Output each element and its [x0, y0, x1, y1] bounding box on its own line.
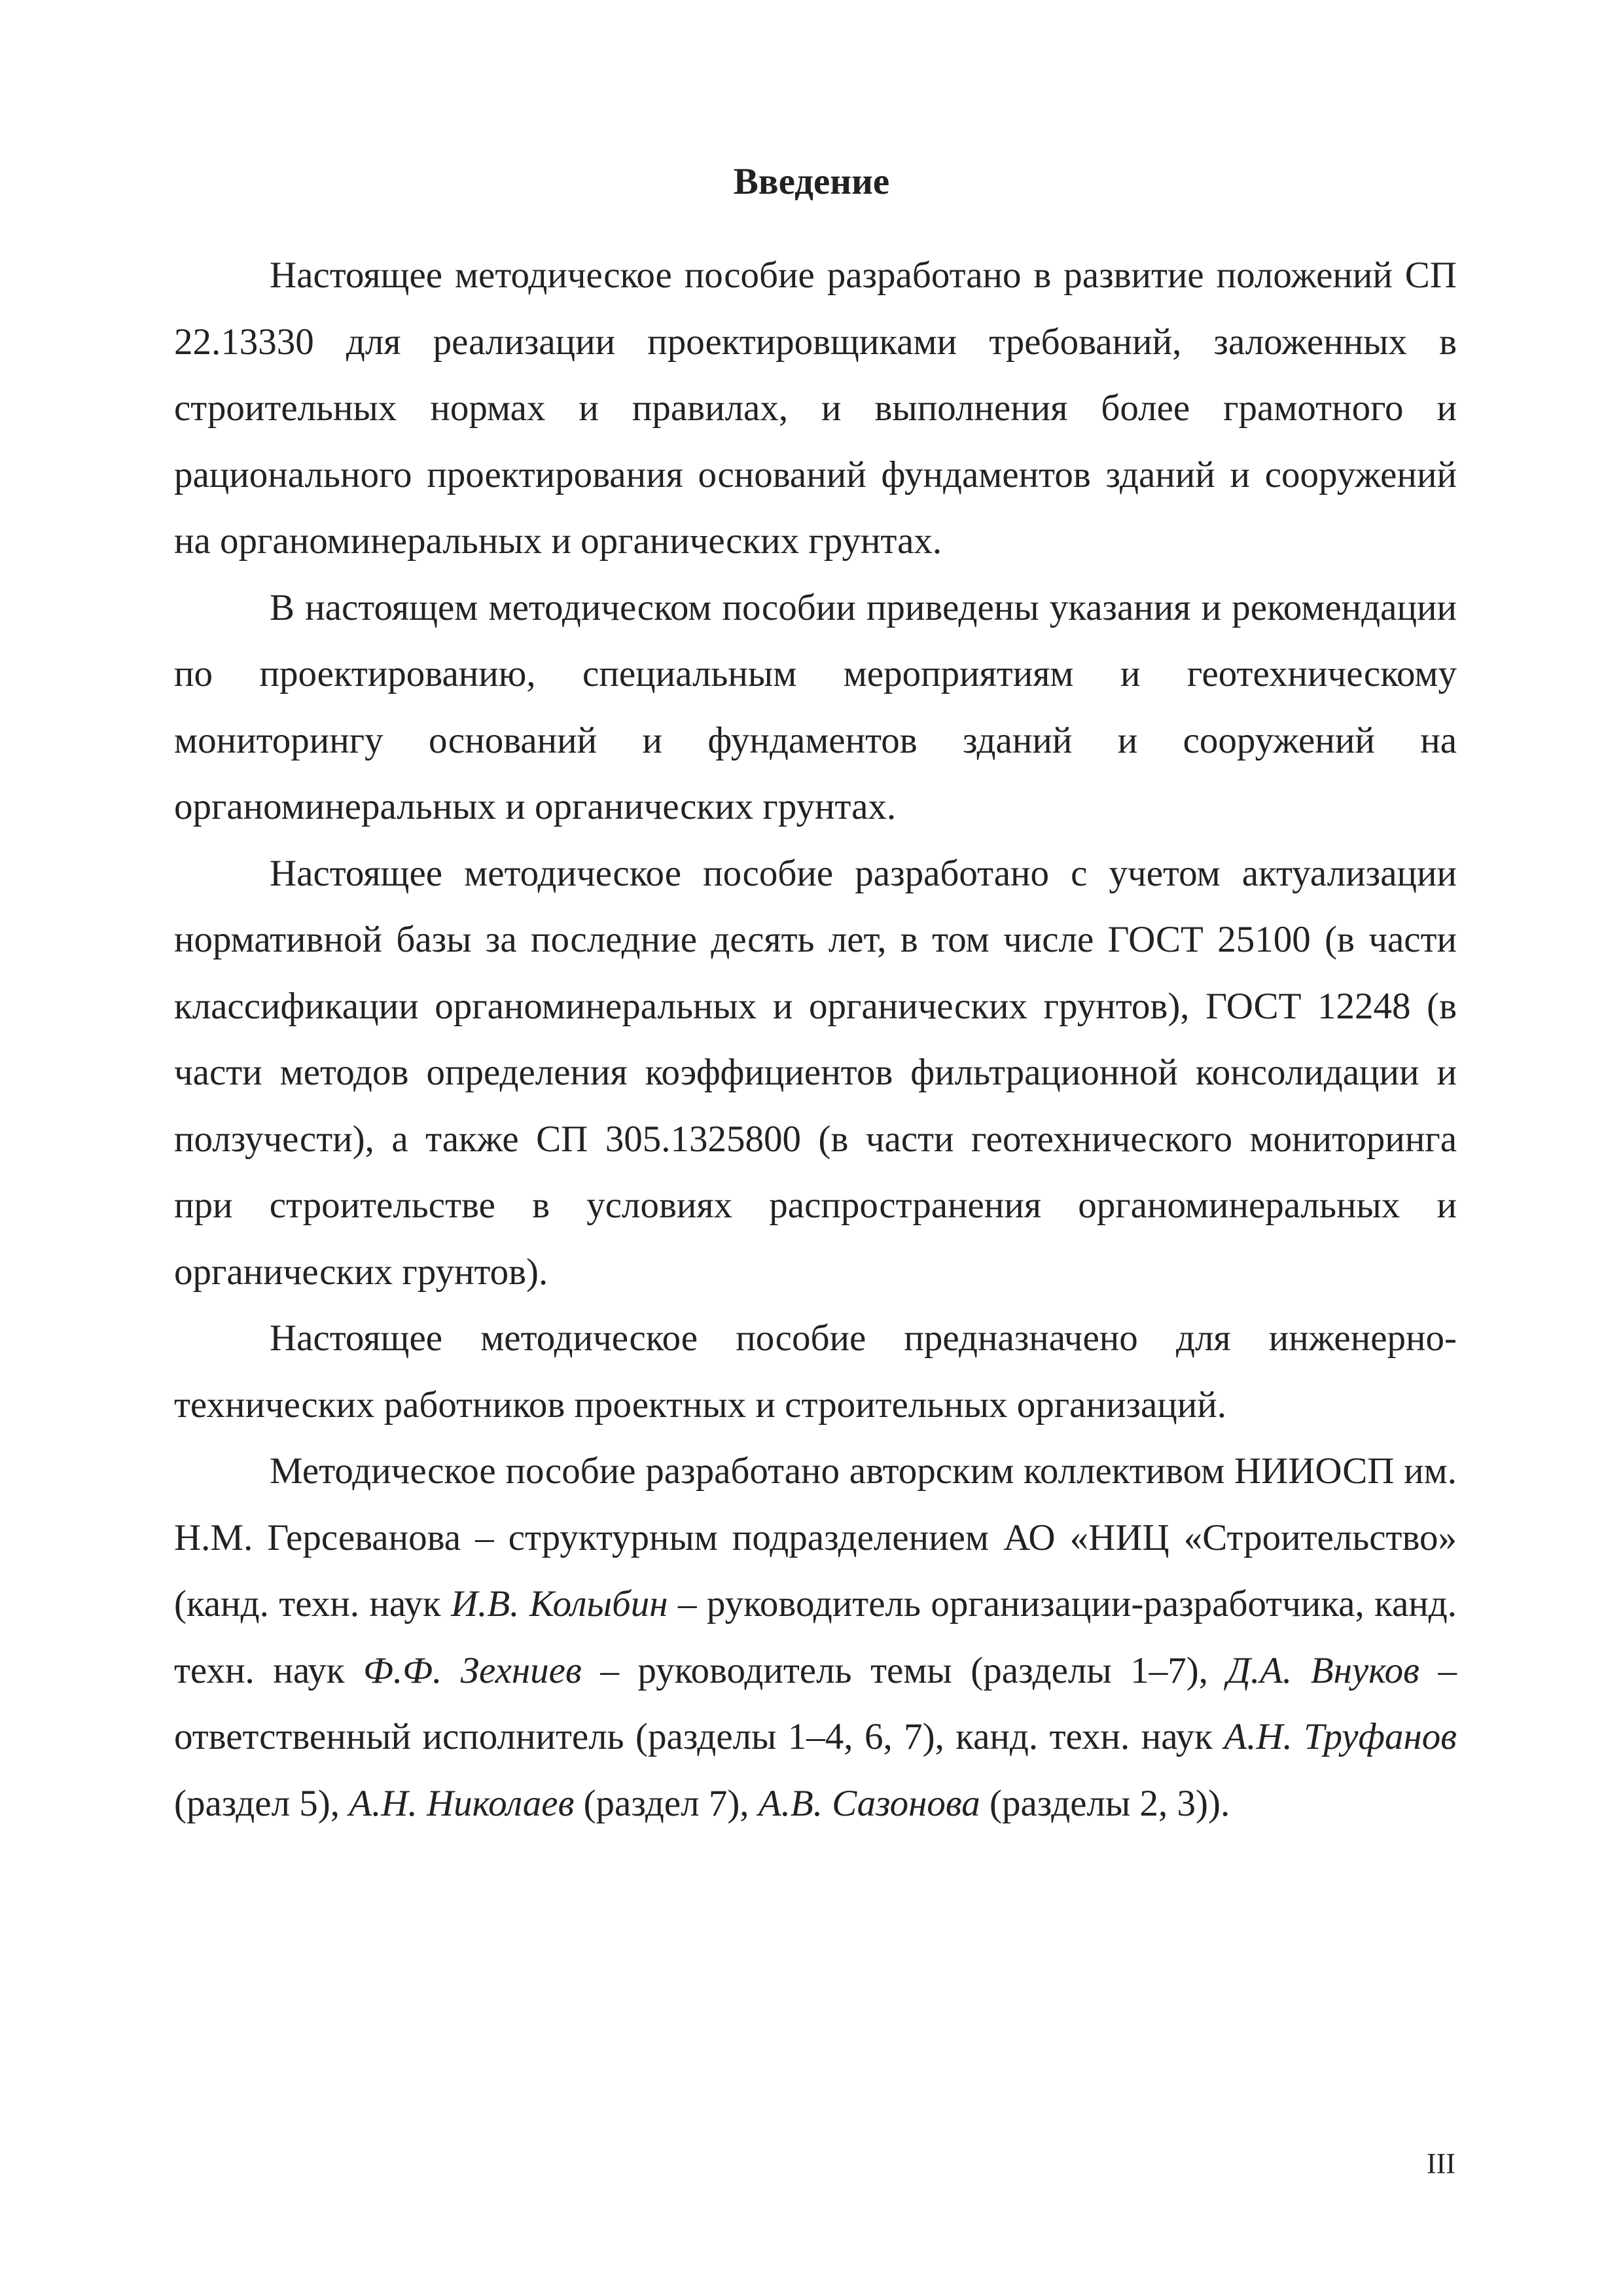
paragraph-3: Настоящее методическое пособие разработано с учетом актуализации нормативной базы за последние десять лет, в том числе ГОСТ 25100 (в части классификации органоминеральных и органических грунтов), ГОСТ 12248 (в части методов определения коэффициентов фильтрационной консолидации и ползучести), а также СП 305.1325800 (в части геотехнического мониторинга при строительстве в условиях распространения органоминеральных и органических грунтов). — [174, 852, 1457, 1293]
paragraph-5 — [174, 1438, 1457, 1837]
paragraph-5-text-7: (разделы 2, 3)). — [980, 1782, 1230, 1824]
page-title: Введение — [733, 161, 890, 202]
paragraph-5-text-1: Методическое пособие разработано авторским коллективом НИИОСП им. Н.М. Герсеванова – структурным подразделением АО «НИЦ «Строительство» (канд. техн. наук — [174, 1450, 1457, 1624]
paragraph-5-text-3: – руководитель темы (разделы 1–7), — [581, 1649, 1227, 1691]
author-name: А.Н. Николаев — [349, 1782, 575, 1824]
paragraph-5-text-6: (раздел 7), — [574, 1782, 758, 1824]
paragraph-1: Настоящее методическое пособие разработано в развитие положений СП 22.13330 для реализации проектировщиками требований, заложенных в строительных нормах и правилах, и выполнения более грамотного и рационального проектирования оснований фундаментов зданий и сооружений на органоминеральных и органических грунтах. — [174, 255, 1457, 562]
paragraph-5-text-2: – руководитель организации-разработчика, канд. техн. наук — [174, 1583, 1457, 1691]
paragraph-4: Настоящее методическое пособие предназначено для инженерно-технических работников проектных и строительных организаций. — [174, 1318, 1457, 1426]
author-name: А.Н. Труфанов — [1224, 1716, 1457, 1757]
author-name: А.В. Сазонова — [758, 1782, 980, 1824]
paragraph-5-text-4: – ответственный исполнитель (разделы 1–4, 6, 7), канд. техн. наук — [174, 1649, 1457, 1757]
paragraph-5-text-5: (раздел 5), — [174, 1782, 349, 1824]
page-number: III — [1427, 2147, 1455, 2179]
author-name: Д.А. Внуков — [1226, 1649, 1419, 1691]
author-name: Ф.Ф. Зехниев — [363, 1649, 582, 1691]
document-body — [174, 242, 1457, 1837]
paragraph-2: В настоящем методическом пособии приведены указания и рекомендации по проектированию, специальным мероприятиям и геотехническому мониторингу оснований и фундаментов зданий и сооружений на органоминеральных и органических грунтах. — [174, 586, 1457, 827]
author-name: И.В. Колыбин — [450, 1583, 668, 1624]
